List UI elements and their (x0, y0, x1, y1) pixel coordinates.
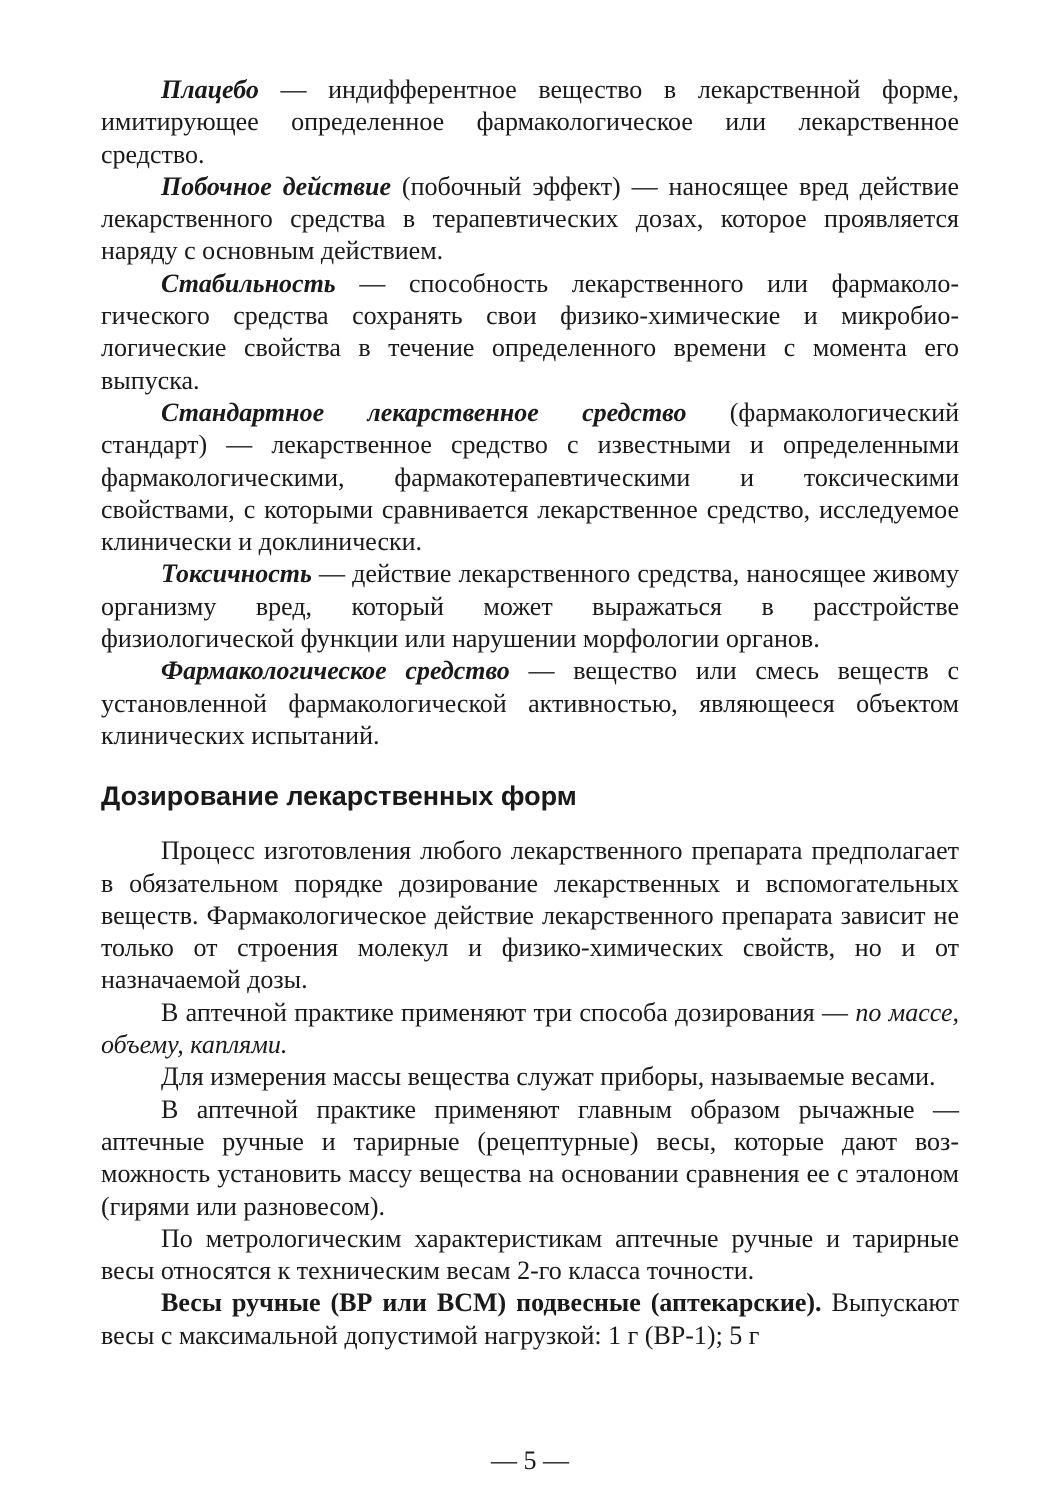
page-content (101, 74, 959, 1352)
section-heading: Дозирование лекарственных форм (101, 781, 577, 812)
dosing-methods-emphasis: по массе, объему, каплями. (101, 997, 959, 1060)
definition-side-effect (101, 171, 959, 268)
paragraph-text: В аптечной практике применяют три способа дозирования — (161, 997, 856, 1027)
paragraph-text: Выпускают весы с максимальной допустимой нагрузкой: 1 г (ВР-1); 5 г (101, 1288, 959, 1350)
page-number: — 5 — (491, 1446, 569, 1475)
term: Токсичность (161, 559, 312, 589)
paragraph-dosing-methods (101, 997, 959, 1062)
paragraph-lever-scales: В аптечной практике применяют главным образом рычажные — аптечные ручные и тарирные (рецептурные) весы, которые дают возможность установить массу вещества на основании сравнения ее с эталоном (гирями или разновесом). (101, 1094, 959, 1221)
definition-placebo (101, 74, 959, 171)
definition-toxicity (101, 558, 959, 655)
term: Плацебо (161, 75, 259, 104)
term: Побочное действие (161, 171, 391, 201)
definition-stability (101, 268, 959, 397)
paragraph-metrology: По метрологическим характеристикам аптечные ручные и тарирные весы относятся к техническим весам 2-го класса точности. (101, 1223, 959, 1286)
term: Стабильность (161, 268, 336, 298)
paragraph-hand-scales (101, 1287, 959, 1352)
definition-text: — индифферентное вещество в лекарственной форме, имитирующее определенное фармакологическое или лекарственное средство. (101, 75, 959, 169)
term: Стандартное лекарственное средство (161, 397, 687, 427)
paragraph-scales: Для измерения массы вещества служат приборы, называемые весами. (161, 1062, 936, 1092)
definition-text: — действие лекарственного средства, наносящее живому организму вред, который может выражаться в расстройстве физиологической функции или нарушении морфологии органов. (101, 559, 959, 654)
term: Фармакологическое средство (161, 656, 510, 686)
definition-text: (фармакологический стандарт) — лекарственное средство с известными и определенными фармакологическими, фармакотерапевтическими и токсическими свойствами, с которыми сравнивается лекарственное средство, исследуемое клинически и доклинически. (101, 397, 959, 557)
hand-scales-title: Весы ручные (ВР или ВСМ) подвесные (аптекарские). (161, 1288, 822, 1318)
paragraph-dosing-process: Процесс изготовления любого лекарственного препарата предполагает в обязательном порядке дозирование лекарственных и вспомогательных веществ. Фармакологическое действие лекарственного препарата зависит не только от строения молекул и физико-химических свойств, но и от назначаемой дозы. (101, 836, 959, 995)
definition-pharmacological-agent (101, 655, 959, 752)
definition-text: — вещество или смесь веществ с установленной фармакологической активностью, являющееся объектом клинических испытаний. (101, 656, 959, 750)
definition-text: — способность лекарственного или фармакологического средства сохранять свои физико-химические и микробиологические свойства в течение определенного времени с момента его выпуска. (101, 268, 959, 395)
definition-text: (побочный эффект) — наносящее вред действие лекарственного средства в терапевтических дозах, которое проявляется наряду с основным действием. (101, 171, 959, 266)
definition-standard-drug (101, 397, 959, 558)
